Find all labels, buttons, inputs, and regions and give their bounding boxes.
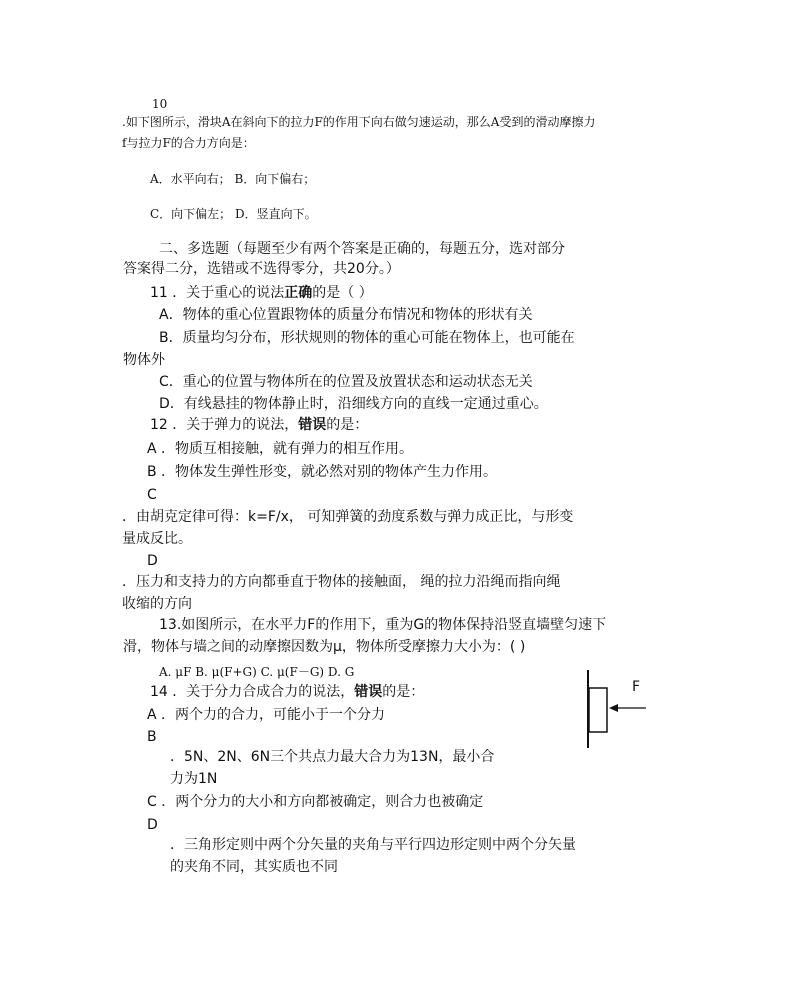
q10-number: 10 [152, 97, 168, 111]
q12-stem-emphasis: 错误 [298, 417, 327, 433]
q14-option-d-letter: D [147, 817, 158, 833]
q14-option-d-line1: ．三角形定则中两个分矢量的夹角与平行四边形定则中两个分矢量 [170, 837, 576, 853]
q12-stem-post: 的是： [326, 417, 369, 433]
q14-option-b-letter: B [147, 729, 157, 745]
q14-option-b-line1: ．5N、2N、6N三个共点力最大合力为13N，最小合 [170, 749, 495, 765]
q14-stem-post: 的是： [382, 684, 425, 700]
section2-header-line2: 答案得二分，选错或不选得零分，共20分。） [123, 261, 400, 277]
q14-option-b-line2: 力为1N [170, 771, 218, 787]
q12-option-c-letter: C [147, 487, 157, 503]
q14-stem-emphasis: 错误 [354, 684, 383, 700]
q13-stem-line1: 13.如图所示，在水平力F的作用下，重为G的物体保持沿竖直墙壁匀速下 [159, 617, 607, 633]
q12-stem-pre: 12 ．关于弹力的说法， [150, 417, 299, 433]
q13-figure-force-label: F [632, 679, 641, 695]
q10-options-cd: C．向下偏左； D．竖直向下。 [150, 207, 317, 221]
q12-option-c-line2: 量成反比。 [122, 531, 192, 547]
q12-option-b: B ．物体发生弹性形变，就必然对别的物体产生力作用。 [147, 464, 498, 480]
q11-stem [150, 286, 373, 300]
q12-option-a: A ．物质互相接触，就有弹力的相互作用。 [147, 441, 414, 457]
q14-option-a: A ．两个力的合力，可能小于一个分力 [147, 707, 386, 723]
q14-option-d-line2: 的夹角不同，其实质也不同 [170, 859, 338, 875]
q14-option-c: C ．两个分力的大小和方向都被确定，则合力也被确定 [147, 794, 484, 810]
q11-option-a: A．物体的重心位置跟物体的质量分布情况和物体的形状有关 [159, 307, 533, 323]
q11-stem-pre: 11 ．关于重心的说法 [150, 285, 285, 301]
q12-option-d-line1: ．压力和支持力的方向都垂直于物体的接触面， 绳的拉力沿绳而指向绳 [122, 574, 561, 590]
block-rect [589, 688, 607, 732]
q11-stem-emphasis: 正确 [284, 285, 313, 301]
q12-option-d-line2: 收缩的方向 [122, 596, 192, 612]
q13-wall-block-figure [578, 668, 660, 750]
q10-options-ab: A．水平向右； B．向下偏右； [150, 172, 316, 186]
q13-stem-line2: 滑，物体与墙之间的动摩擦因数为μ，物体所受摩擦力大小为：( ) [123, 639, 526, 655]
q12-option-d-letter: D [147, 553, 158, 569]
q14-stem-pre: 14 ．关于分力合成合力的说法， [150, 684, 355, 700]
q12-stem [150, 418, 368, 432]
q10-stem-line2: f与拉力F的合力方向是： [122, 136, 255, 150]
q11-option-b-line2: 物体外 [123, 352, 165, 368]
q13-options: A. μF B. μ(F+G) C. μ(F－G) D. G [159, 665, 355, 679]
q11-option-d: D．有线悬挂的物体静止时，沿细线方向的直线一定通过重心。 [159, 396, 548, 412]
q11-stem-post: 的是（ ） [312, 285, 373, 301]
q14-stem [150, 685, 424, 699]
q11-option-c: C．重心的位置与物体所在的位置及放置状态和运动状态无关 [159, 374, 533, 390]
q10-stem-line1: .如下图所示，滑块A在斜向下的拉力F的作用下向右做匀速运动，那么A受到的滑动摩擦力 [122, 115, 596, 129]
force-arrow-head [609, 704, 618, 712]
q12-option-c-line1: ．由胡克定律可得：k=F/x， 可知弹簧的劲度系数与弹力成正比，与形变 [122, 509, 574, 525]
q11-option-b-line1: B．质量均匀分布，形状规则的物体的重心可能在物体上，也可能在 [159, 330, 575, 346]
section2-header-line1: 二、多选题（每题至少有两个答案是正确的，每题五分，选对部分 [159, 241, 565, 257]
